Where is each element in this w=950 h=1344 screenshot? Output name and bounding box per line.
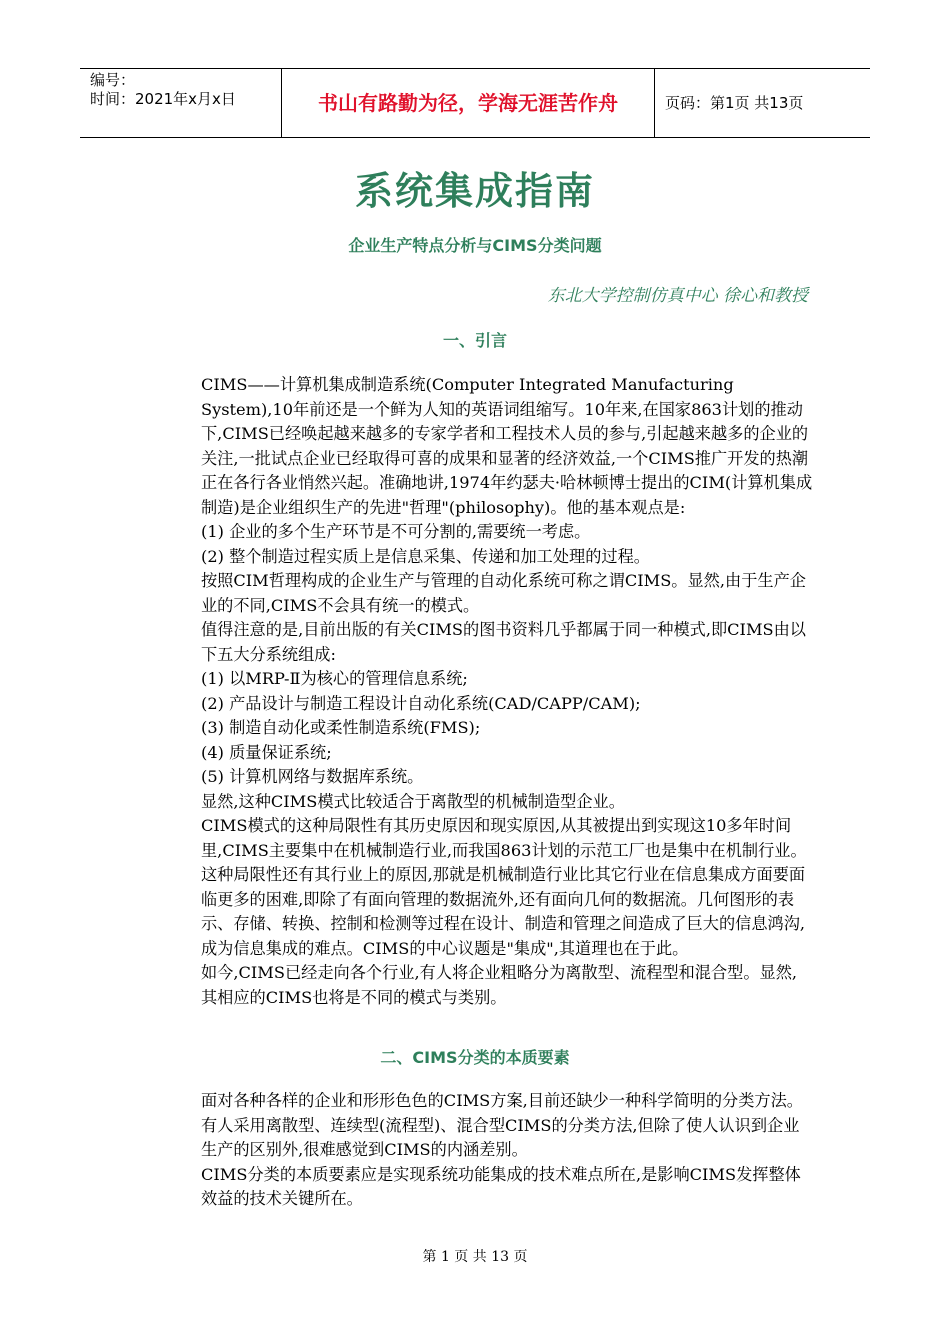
paragraph: (2) 产品设计与制造工程设计自动化系统(CAD/CAPP/CAM); [201,693,641,713]
paragraph: CIMS——计算机集成制造系统(Computer Integrated Manufacturing System),10年前还是一个鲜为人知的英语词组缩写。10年来,在国家863计划的推动下,CIMS已经唤起越来越多的专家学者和工程技术人员的参与,引起越来越多的企业的关注,一批试点企业已经取得可喜的成果和显著的经济效益,一个CIMS推广开发的热潮正在各行各业悄然兴起。准确地讲,1974年约瑟夫·哈林顿博士提出的CIM(计算机集成制造)是企业组织生产的先进"哲理"(philosophy)。他的基本观点是: [201,375,813,517]
paragraph: 显然,这种CIMS模式比较适合于离散型的机械制造型企业。 [201,791,625,811]
paragraph: (5) 计算机网络与数据库系统。 [201,767,424,786]
paragraph: 如今,CIMS已经走向各个行业,有人将企业粗略分为离散型、流程型和混合型。显然,其相应的CIMS也将是不同的模式与类别。 [201,963,798,1007]
paragraph: (4) 质量保证系统; [201,742,332,762]
paragraph: CIMS模式的这种局限性有其历史原因和现实原因,从其被提出到实现这10多年时间里,CIMS主要集中在机械制造行业,而我国863计划的示范工厂也是集中在机制行业。这种局限性还有其行业上的原因,那就是机械制造行业比其它行业在信息集成方面要面临更多的困难,即除了有面向管理的数据流外,还有面向几何的数据流。几何图形的表示、存储、转换、控制和检测等过程在设计、制造和管理之间造成了巨大的信息鸿沟,成为信息集成的难点。CIMS的中心议题是"集成",其道理也在于此。 [201,816,807,958]
section-2-body [201,1089,813,1212]
section-2-heading: 二、CIMS分类的本质要素 [380,1048,570,1067]
header-meta [80,69,281,137]
paragraph: 按照CIM哲理构成的企业生产与管理的自动化系统可称之谓CIMS。显然,由于生产企业的不同,CIMS不会具有统一的模式。 [201,571,806,615]
paragraph: (2) 整个制造过程实质上是信息采集、传递和加工处理的过程。 [201,546,650,566]
page-header [80,68,870,138]
paragraph: 面对各种各样的企业和形形色色的CIMS方案,目前还缺少一种科学简明的分类方法。有人采用离散型、连续型(流程型)、混合型CIMS的分类方法,但除了使人认识到企业生产的区别外,很难感觉到CIMS的内涵差别。 [201,1091,803,1159]
paragraph: CIMS分类的本质要素应是实现系统功能集成的技术难点所在,是影响CIMS发挥整体效益的技术关键所在。 [201,1164,801,1208]
paragraph: (1) 以MRP-Ⅱ为核心的管理信息系统; [201,669,468,688]
document-author: 东北大学控制仿真中心 徐心和教授 [547,286,808,306]
header-motto: 书山有路勤为径，学海无涯苦作舟 [281,69,655,137]
section-1-body [201,373,813,1010]
document-subtitle: 企业生产特点分析与CIMS分类问题 [348,236,602,255]
paragraph: (1) 企业的多个生产环节是不可分割的,需要统一考虑。 [201,522,591,541]
section-1-heading: 一、引言 [442,331,507,350]
header-number: 编号： [90,71,136,89]
page-footer: 第 1 页 共 13 页 [422,1249,528,1265]
paragraph: (3) 制造自动化或柔性制造系统(FMS); [201,718,481,737]
header-time: 时间：2021年x月x日 [90,90,236,108]
paragraph: 值得注意的是,目前出版的有关CIMS的图书资料几乎都属于同一种模式,即CIMS由以下五大分系统组成: [201,620,806,664]
header-page-info: 页码：第1页 共13页 [665,94,804,112]
document-title: 系统集成指南 [354,169,595,213]
